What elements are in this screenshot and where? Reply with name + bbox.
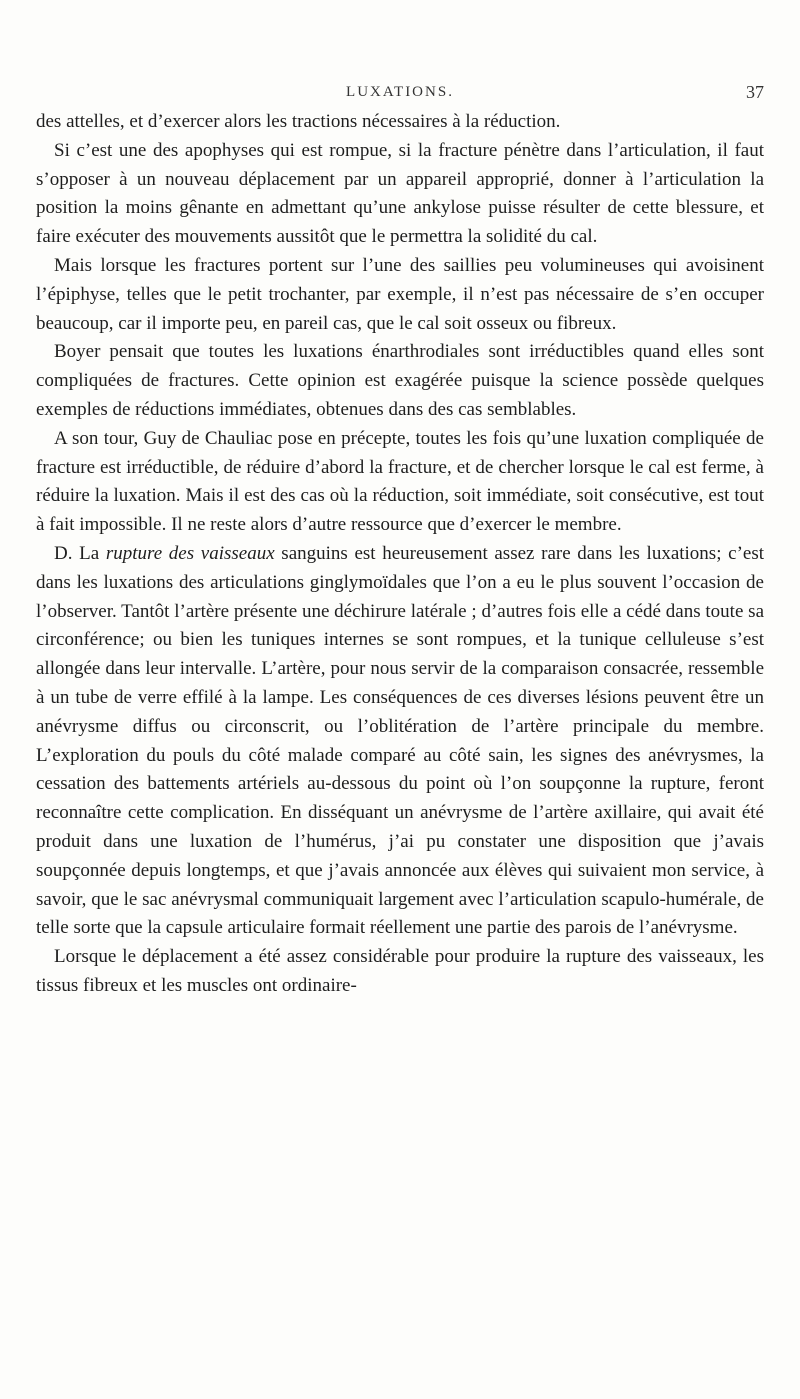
page-number: 37 <box>746 82 764 102</box>
paragraph-3: Mais lorsque les fractures portent sur l’une des saillies peu volumineuses qui avoisinent l’épiphyse, telles que le petit trochanter, par exemple, il n’est pas nécessaire de s’en occuper beaucoup, car il importe peu, en pareil cas, que le cal soit osseux ou fibreux. <box>36 254 764 334</box>
paragraph-7: Lorsque le déplacement a été assez considérable pour produire la rupture des vaisseaux, les tissus fibreux et les muscles ont ordinaire- <box>36 946 764 996</box>
paragraph-6 <box>36 540 764 943</box>
paragraph-6-italic: rupture des vaisseaux <box>105 542 275 564</box>
paragraph-4: Boyer pensait que toutes les luxations énarthrodiales sont irréductibles quand elles sont compliquées de fractures. Cette opinion est exagérée puisque la science possède quelques exemples de réductions immédiates, obtenues dans des cas semblables. <box>36 341 764 420</box>
paragraph-1: des attelles, et d’exercer alors les tractions nécessaires à la réduction. <box>36 111 561 132</box>
running-head: LUXATIONS. <box>346 84 454 100</box>
paragraph-6-text: sanguins est heureusement assez rare dans les luxations; c’est dans les luxations des articulations ginglymoïdales que l’on a eu le plus souvent l’occasion de l’observer. Tantôt l’artère présente une déchirure latérale ; d’autres fois elle a cédé dans toute sa circonférence; ou bien les tuniques internes se sont rompues, et la tunique celluleuse s’est allongée dans leur intervalle. L’artère, pour nous servir de la comparaison consacrée, ressemble à un tube de verre effilé à la lampe. Les conséquences de ces diverses lésions peuvent être un anévrysme diffus ou circonscrit, ou l’oblitération de l’artère principale du membre. L’exploration du pouls du côté malade comparé au côté sain, les signes des anévrysmes, la cessation des battements artériels au-dessous du point où l’on soupçonne la rupture, feront reconnaître cette complication. En disséquant un anévrysme de l’artère axillaire, qui avait été produit dans une luxation de l’humérus, j’ai pu constater une disposition que j’avais soupçonnée depuis longtemps, et que j’avais annoncée aux élèves qui suivaient mon service, à savoir, que le sac anévrysmal communiquait largement avec l’articulation scapulo-humérale, de telle sorte que la capsule articulaire formait réellement une partie des parois de l’anévrysme. <box>36 542 765 939</box>
paragraph-2: Si c’est une des apophyses qui est rompue, si la fracture pénètre dans l’articulation, il faut s’opposer à un nouveau déplacement par un appareil approprié, donner à l’articulation la position la moins gênante en admettant qu’une ankylose puisse résulter de cette blessure, et faire exécuter des mouvements aussitôt que le permettra la solidité du cal. <box>36 139 764 248</box>
paragraph-6-lead: D. La <box>54 542 106 564</box>
body-text <box>36 108 764 1001</box>
paragraph-5: A son tour, Guy de Chauliac pose en précepte, toutes les fois qu’une luxation compliquée de fracture est irréductible, de réduire d’abord la fracture, et de chercher lorsque le cal est ferme, à réduire la luxation. Mais il est des cas où la réduction, soit immédiate, soit consécutive, est tout à fait impossible. Il ne reste alors d’autre ressource que d’exercer le membre. <box>36 427 764 536</box>
page-header <box>36 84 764 108</box>
